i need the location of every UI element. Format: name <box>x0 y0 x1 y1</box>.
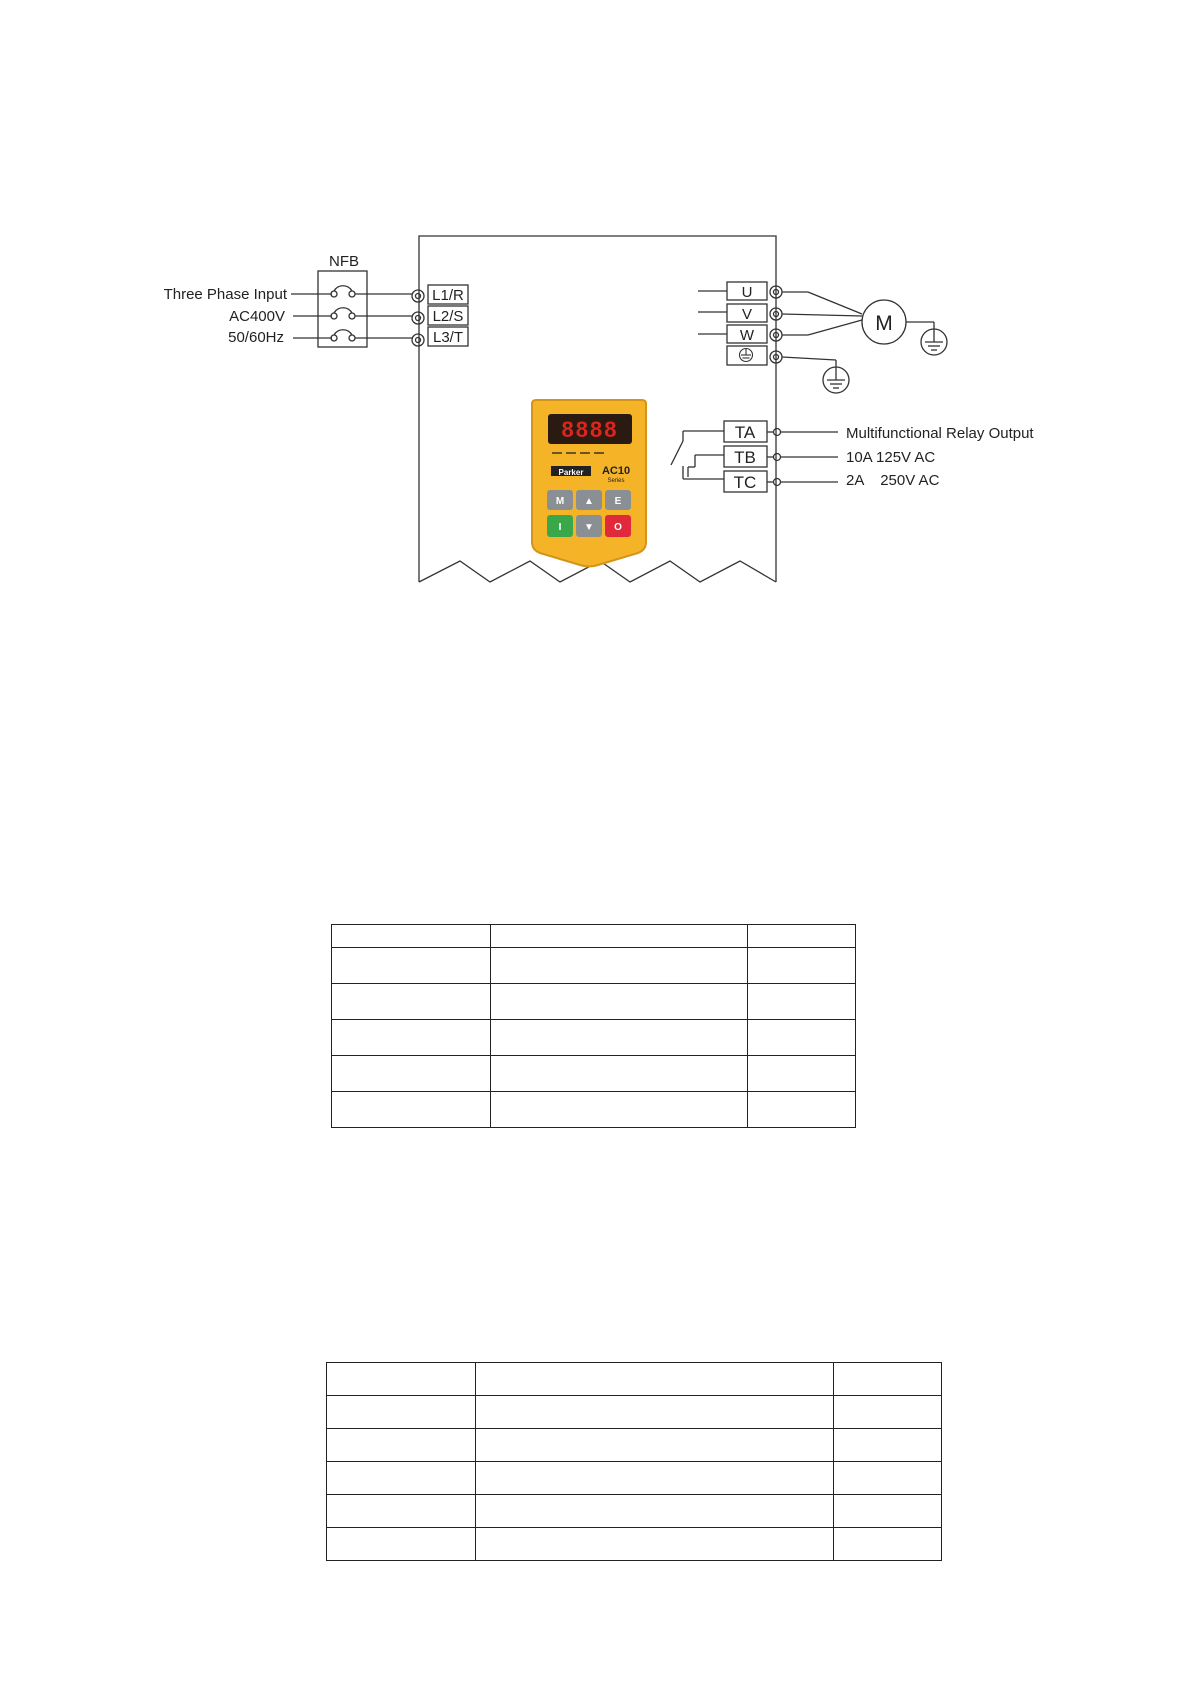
terminal-label-v: V <box>741 306 753 323</box>
relay-label-ta: TA <box>734 423 756 442</box>
table-cell <box>834 1462 942 1495</box>
relay-output-rating-1: 10A 125V AC <box>846 449 936 466</box>
input-label-voltage: AC400V <box>229 308 285 325</box>
terminal-label-w: W <box>739 327 755 344</box>
table-row <box>332 948 856 984</box>
table-cell <box>332 1056 491 1092</box>
table-cell <box>490 948 748 984</box>
keypad-brand: Parker <box>558 468 584 477</box>
table-cell <box>332 948 491 984</box>
ground-terminal-icon <box>740 349 753 362</box>
table-cell <box>332 984 491 1020</box>
table-cell <box>327 1363 476 1396</box>
input-label-phase: Three Phase Input <box>163 286 287 303</box>
keypad-mode-label: M <box>555 496 565 507</box>
table-row <box>332 1020 856 1056</box>
keypad-stop-label: O <box>614 522 622 533</box>
table-cell <box>327 1495 476 1528</box>
table-cell <box>475 1462 833 1495</box>
table-cell <box>748 1020 856 1056</box>
table-row <box>327 1495 942 1528</box>
motor-ground-icon <box>906 322 947 355</box>
table-cell <box>748 1056 856 1092</box>
nfb-breaker-box <box>318 271 367 347</box>
table-cell <box>490 925 748 948</box>
terminal-label-l1: L1/R <box>432 287 464 304</box>
relay-label-tc: TC <box>733 473 757 492</box>
table-cell <box>475 1363 833 1396</box>
table-cell <box>490 1056 748 1092</box>
table-cell <box>327 1528 476 1561</box>
table-row <box>327 1396 942 1429</box>
keypad-run-label: I <box>558 522 562 533</box>
table-cell <box>834 1528 942 1561</box>
keypad-display-digits: 8888 <box>561 417 619 442</box>
terminal-label-l3: L3/T <box>432 329 464 346</box>
nfb-breaker-contacts <box>291 286 413 341</box>
table-cell <box>748 948 856 984</box>
table-cell <box>475 1495 833 1528</box>
table-row <box>332 1092 856 1128</box>
table-cell <box>332 925 491 948</box>
motor-label: M <box>875 312 893 335</box>
keypad-up-arrow-icon: ▲ <box>584 496 594 507</box>
table-row <box>327 1528 942 1561</box>
table-cell <box>748 1092 856 1128</box>
table-cell <box>748 925 856 948</box>
nfb-label: NFB <box>329 253 359 270</box>
table-cell <box>475 1429 833 1462</box>
table-row <box>327 1429 942 1462</box>
table-cell <box>327 1429 476 1462</box>
table-row <box>332 925 856 948</box>
table-cell <box>834 1495 942 1528</box>
keypad-down-arrow-icon: ▼ <box>584 522 594 533</box>
table-cell <box>332 1020 491 1056</box>
table-row <box>327 1363 942 1396</box>
table-cell <box>475 1396 833 1429</box>
table-cell <box>748 984 856 1020</box>
table-2 <box>326 1362 942 1561</box>
table-cell <box>834 1396 942 1429</box>
table-cell <box>834 1363 942 1396</box>
relay-output-title: Multifunctional Relay Output <box>846 425 1034 442</box>
table-row <box>327 1462 942 1495</box>
table-row <box>332 1056 856 1092</box>
relay-contact-symbol <box>671 431 724 479</box>
table-cell <box>327 1396 476 1429</box>
relay-output-rating-2: 2A 250V AC <box>846 472 940 489</box>
table-cell <box>332 1092 491 1128</box>
panel-ground-icon <box>823 367 849 393</box>
table-cell <box>490 984 748 1020</box>
keypad-enter-label: E <box>614 496 622 507</box>
table-row <box>332 984 856 1020</box>
keypad-series: Series <box>607 478 625 484</box>
table-1 <box>331 924 856 1128</box>
table-cell <box>475 1528 833 1561</box>
table-cell <box>490 1092 748 1128</box>
table-cell <box>834 1429 942 1462</box>
wiring-diagram <box>0 0 1191 620</box>
keypad-model: AC10 <box>601 465 631 477</box>
output-terminals <box>698 282 862 367</box>
terminal-label-u: U <box>741 284 753 301</box>
relay-label-tb: TB <box>734 448 756 467</box>
table-cell <box>490 1020 748 1056</box>
input-label-frequency: 50/60Hz <box>228 329 284 346</box>
ac10-keypad <box>532 400 646 567</box>
terminal-label-l2: L2/S <box>432 308 464 325</box>
table-cell <box>327 1462 476 1495</box>
